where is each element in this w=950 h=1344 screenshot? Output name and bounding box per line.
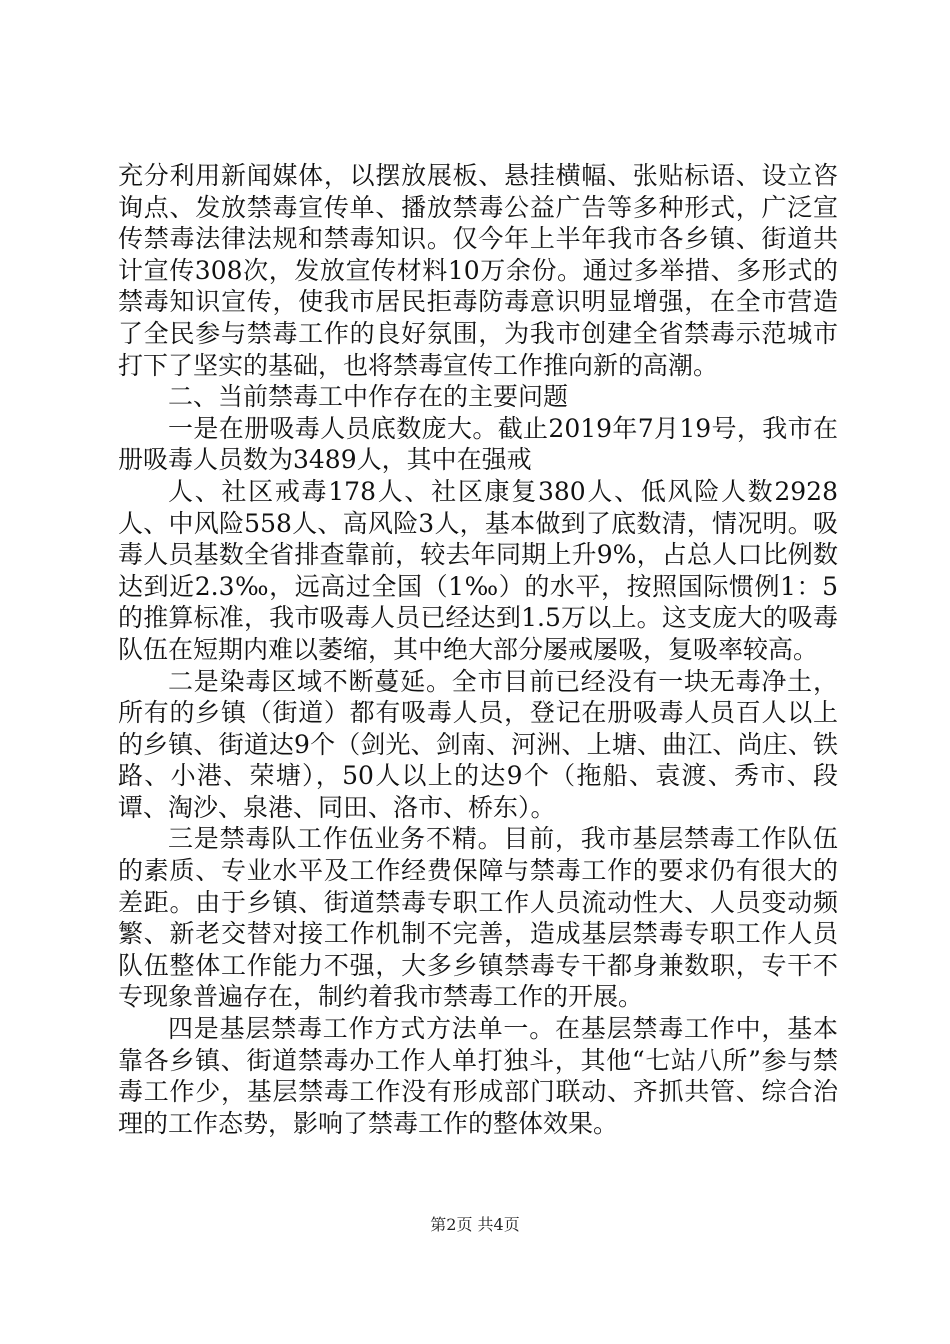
paragraph-publicity: 充分利用新闻媒体，以摆放展板、悬挂横幅、张贴标语、设立咨询点、发放禁毒宣传单、播放禁毒公益广告等多种形式，广泛宣传禁毒法律法规和禁毒知识。仅今年上半年我市各乡镇、街道共计宣传308次，发放宣传材料10万余份。通过多举措、多形式的禁毒知识宣传，使我市居民拒毒防毒意识明显增强，在全市营造了全民参与禁毒工作的良好氛围，为我市创建全省禁毒示范城市打下了坚实的基础，也将禁毒宣传工作推向新的高潮。: [118, 161, 838, 380]
paragraph-problem-three: 三是禁毒队工作伍业务不精。目前，我市基层禁毒工作队伍的素质、专业水平及工作经费保障与禁毒工作的要求仍有很大的差距。由于乡镇、街道禁毒专职工作人员流动性大、人员变动频繁、新老交替对接工作机制不完善，造成基层禁毒专职工作人员队伍整体工作能力不强，大多乡镇禁毒专干都身兼数职，专干不专现象普遍存在，制约着我市禁毒工作的开展。: [118, 824, 838, 1012]
page-number-footer: 第2页 共4页: [430, 1215, 520, 1234]
paragraph-problem-one: 一是在册吸毒人员底数庞大。截止2019年7月19号，我市在册吸毒人员数为3489人，其中在强戒: [118, 413, 838, 475]
document-body: [118, 160, 838, 1139]
section-heading-main-problems: 二、当前禁毒工中作存在的主要问题: [168, 382, 569, 412]
paragraph-problem-four: 四是基层禁毒工作方式方法单一。在基层禁毒工作中，基本靠各乡镇、街道禁毒办工作人单打独斗，其他“七站八所”参与禁毒工作少，基层禁毒工作没有形成部门联动、齐抓共管、综合治理的工作态势，影响了禁毒工作的整体效果。: [118, 1014, 838, 1138]
paragraph-problem-one-continued: 人、社区戒毒178人、社区康复380人、低风险人数2928人、中风险558人、高风险3人，基本做到了底数清，情况明。吸毒人员基数全省排查靠前，较去年同期上升9%，占总人口比例数达到近2.3‰，远高过全国（1‰）的水平，按照国际惯例1：5的推算标准，我市吸毒人员已经达到1.5万以上。这支庞大的吸毒队伍在短期内难以萎缩，其中绝大部分屡戒屡吸，复吸率较高。: [118, 476, 838, 664]
paragraph-problem-two: 二是染毒区域不断蔓延。全市目前已经没有一块无毒净土，所有的乡镇（街道）都有吸毒人员，登记在册吸毒人员百人以上的乡镇、街道达9个（剑光、剑南、河洲、上塘、曲江、尚庄、铁路、小港、荣塘），50人以上的达9个（拖船、袁渡、秀市、段谭、淘沙、泉港、同田、洛市、桥东）。: [118, 666, 838, 822]
